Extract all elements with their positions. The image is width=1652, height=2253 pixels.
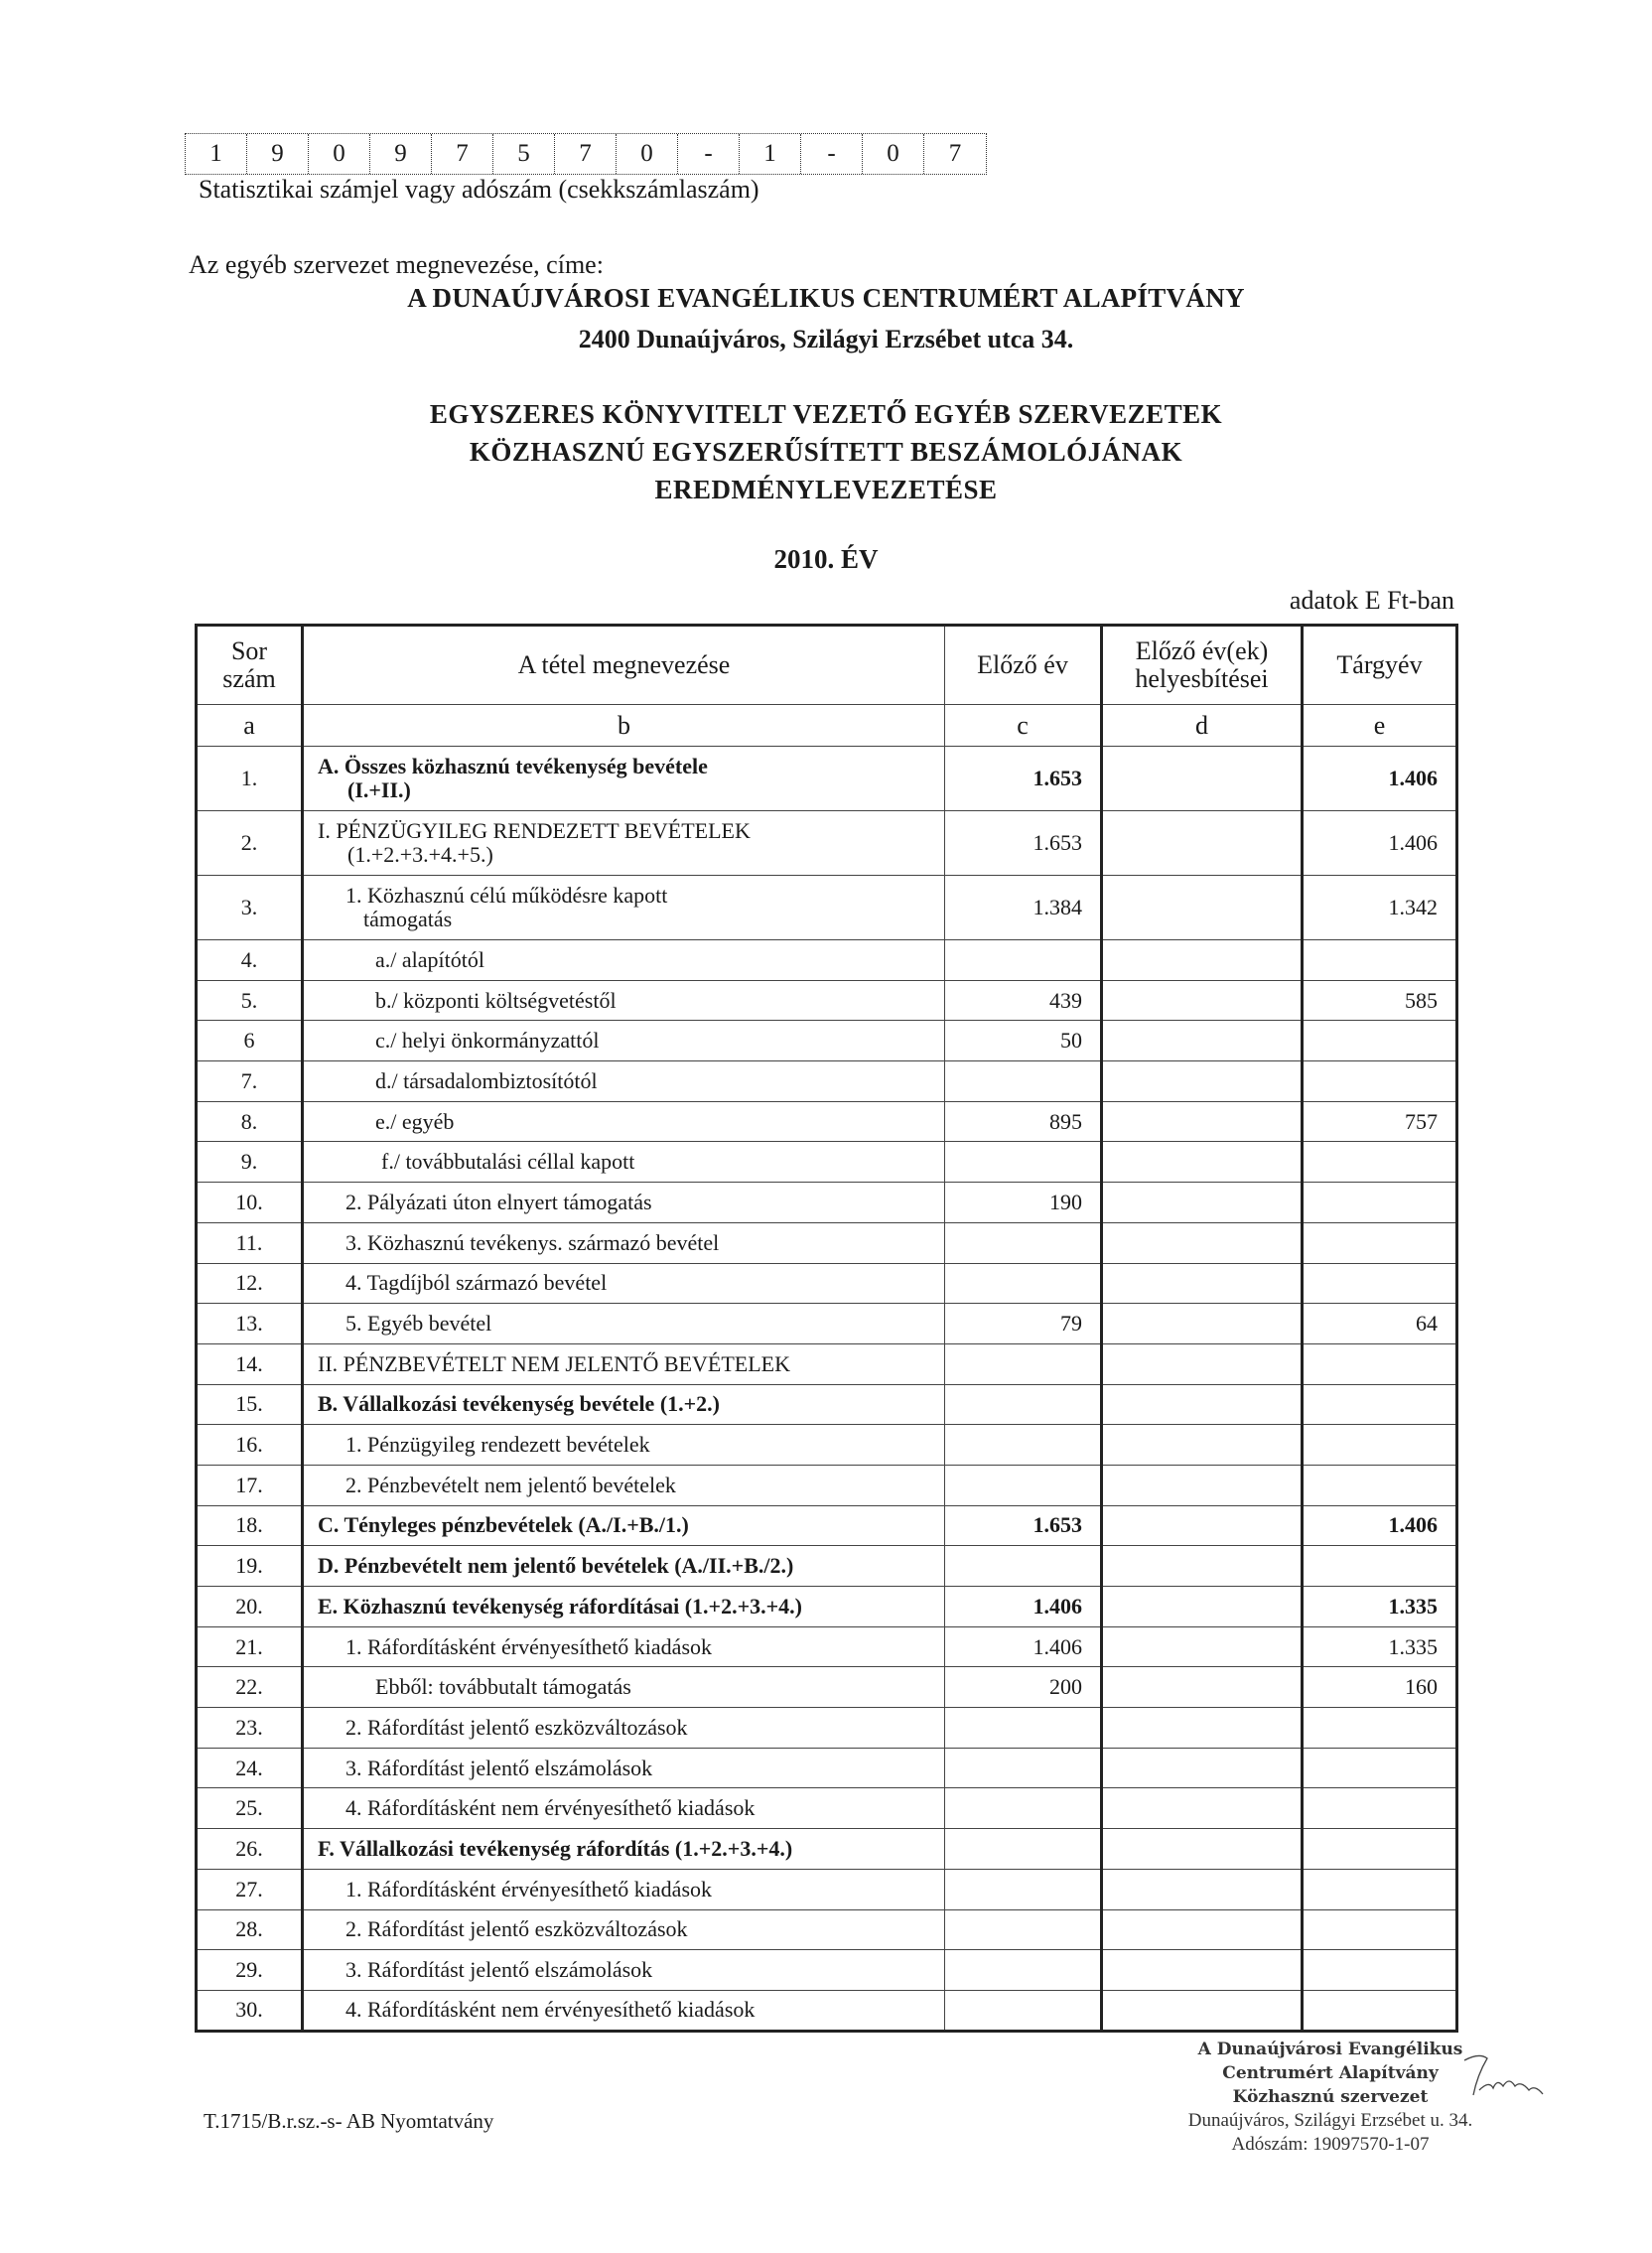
report-year: 2010. ÉV [773, 544, 879, 574]
tax-id-digit: 1 [740, 134, 801, 174]
row-number: 14. [197, 1343, 303, 1384]
table-row [197, 1384, 1457, 1425]
row-label-text: 5. Egyéb bevétel [345, 1311, 492, 1337]
correction-value [1102, 1343, 1303, 1384]
previous-year-value: 895 [945, 1101, 1102, 1142]
header-item-name: A tétel megnevezése [303, 626, 945, 705]
correction-value [1102, 1909, 1303, 1950]
table-row [197, 1021, 1457, 1061]
tax-id-digit: 1 [186, 134, 247, 174]
row-label [303, 1304, 945, 1344]
row-number: 4. [197, 940, 303, 981]
previous-year-value [945, 1142, 1102, 1183]
row-label [303, 1950, 945, 1991]
organization-name: A DUNAÚJVÁROSI EVANGÉLIKUS CENTRUMÉRT ALAPÍTVÁNY [407, 283, 1245, 313]
table-row [197, 1708, 1457, 1749]
previous-year-value: 439 [945, 980, 1102, 1021]
correction-value [1102, 1142, 1303, 1183]
correction-value [1102, 747, 1303, 811]
current-year-value: 585 [1303, 980, 1457, 1021]
current-year-value: 757 [1303, 1101, 1457, 1142]
previous-year-value [945, 1546, 1102, 1587]
row-number: 10. [197, 1183, 303, 1223]
correction-value [1102, 1546, 1303, 1587]
report-title-line: EREDMÉNYLEVEZETÉSE [654, 475, 998, 504]
column-letter: b [303, 705, 945, 747]
correction-value [1102, 1587, 1303, 1627]
row-label [303, 811, 945, 876]
row-label [303, 1788, 945, 1829]
row-label [303, 1869, 945, 1909]
correction-value [1102, 1788, 1303, 1829]
correction-value [1102, 1465, 1303, 1505]
correction-value [1102, 1384, 1303, 1425]
current-year-value [1303, 1425, 1457, 1466]
correction-value [1102, 1505, 1303, 1546]
form-code: T.1715/B.r.sz.-s- AB Nyomtatvány [204, 2109, 494, 2133]
row-label [303, 1263, 945, 1304]
row-label [303, 1142, 945, 1183]
previous-year-value [945, 1909, 1102, 1950]
income-statement-table [195, 624, 1458, 2033]
tax-id-label: Statisztikai számjel vagy adószám (csekkszámlaszám) [199, 175, 759, 204]
correction-value [1102, 876, 1303, 940]
row-label-text: B. Vállalkozási tevékenység bevétele (1.+2.) [318, 1391, 721, 1417]
header-row-number [197, 626, 303, 705]
previous-year-value [945, 940, 1102, 981]
current-year-value [1303, 1183, 1457, 1223]
table-row [197, 1788, 1457, 1829]
correction-value [1102, 1263, 1303, 1304]
correction-value [1102, 1061, 1303, 1102]
correction-value [1102, 1829, 1303, 1870]
current-year-value [1303, 940, 1457, 981]
row-label [303, 1183, 945, 1223]
row-number: 12. [197, 1263, 303, 1304]
row-label [303, 1667, 945, 1708]
row-label [303, 1384, 945, 1425]
row-label-text: c./ helyi önkormányzattól [375, 1028, 600, 1054]
tax-id-digit: 7 [555, 134, 617, 174]
row-number: 18. [197, 1505, 303, 1546]
row-label [303, 1708, 945, 1749]
current-year-value [1303, 1869, 1457, 1909]
row-label [303, 1829, 945, 1870]
row-number: 28. [197, 1909, 303, 1950]
current-year-value [1303, 1990, 1457, 2031]
previous-year-value [945, 1263, 1102, 1304]
previous-year-value: 1.406 [945, 1626, 1102, 1667]
row-label-text: (1.+2.+3.+4.+5.) [347, 842, 493, 867]
current-year-value [1303, 1829, 1457, 1870]
current-year-value: 1.406 [1303, 811, 1457, 876]
header-text: helyesbítései [1135, 664, 1269, 693]
table-row [197, 1909, 1457, 1950]
tax-id-digit: 0 [617, 134, 678, 174]
row-number: 11. [197, 1222, 303, 1263]
correction-value [1102, 1101, 1303, 1142]
table-row [197, 1546, 1457, 1587]
stamp-line: Adószám: 19097570-1-07 [1231, 2134, 1430, 2155]
current-year-value [1303, 1950, 1457, 1991]
stamp-line: Közhasznú szervezet [1232, 2087, 1429, 2107]
current-year-value [1303, 1748, 1457, 1788]
row-label-text: 1. Pénzügyileg rendezett bevételek [345, 1432, 650, 1458]
table-row [197, 1061, 1457, 1102]
tax-id-digit: 5 [493, 134, 555, 174]
current-year-value [1303, 1909, 1457, 1950]
row-number: 23. [197, 1708, 303, 1749]
row-label [303, 1101, 945, 1142]
row-label-text: D. Pénzbevételt nem jelentő bevételek (A./II.+B./2.) [318, 1553, 794, 1579]
table-row [197, 1183, 1457, 1223]
previous-year-value: 1.653 [945, 811, 1102, 876]
row-label-text: b./ központi költségvetéstől [375, 987, 617, 1013]
table-row [197, 1343, 1457, 1384]
current-year-value [1303, 1061, 1457, 1102]
table-row [197, 1869, 1457, 1909]
organization-label: Az egyéb szervezet megnevezése, címe: [189, 250, 604, 279]
row-label-text: 1. Közhasznú célú működésre kapott [345, 883, 668, 908]
row-label [303, 1748, 945, 1788]
row-number: 20. [197, 1587, 303, 1627]
report-title-line: EGYSZERES KÖNYVITELT VEZETŐ EGYÉB SZERVEZETEK [429, 399, 1223, 429]
stamp-line: Centrumért Alapítvány [1222, 2063, 1439, 2083]
table-row [197, 940, 1457, 981]
row-number: 15. [197, 1384, 303, 1425]
table-row [197, 1101, 1457, 1142]
row-label [303, 1222, 945, 1263]
current-year-value: 1.335 [1303, 1587, 1457, 1627]
tax-id-digit: 9 [370, 134, 432, 174]
current-year-value: 160 [1303, 1667, 1457, 1708]
correction-value [1102, 1748, 1303, 1788]
row-label-text: 2. Pénzbevételt nem jelentő bevételek [345, 1472, 676, 1497]
stamp-line: Dunaújváros, Szilágyi Erzsébet u. 34. [1187, 2110, 1473, 2131]
previous-year-value: 1.653 [945, 1505, 1102, 1546]
row-number: 16. [197, 1425, 303, 1466]
row-number: 24. [197, 1748, 303, 1788]
correction-value [1102, 1183, 1303, 1223]
table-row [197, 980, 1457, 1021]
stamp-line: A Dunaújvárosi Evangélikus [1197, 2040, 1463, 2059]
row-label-text: A. Összes közhasznú tevékenység bevétele [318, 754, 708, 778]
current-year-value [1303, 1708, 1457, 1749]
row-number: 6 [197, 1021, 303, 1061]
row-label-text: II. PÉNZBEVÉTELT NEM JELENTŐ BEVÉTELEK [318, 1350, 790, 1376]
previous-year-value [945, 1869, 1102, 1909]
row-label-text: 4. Ráfordításként nem érvényesíthető kiadások [345, 1795, 756, 1821]
row-label [303, 876, 945, 940]
correction-value [1102, 1626, 1303, 1667]
signature-icon [1459, 2050, 1549, 2110]
previous-year-value: 79 [945, 1304, 1102, 1344]
current-year-value [1303, 1465, 1457, 1505]
previous-year-value [945, 1748, 1102, 1788]
row-label-text: (I.+II.) [347, 777, 411, 802]
correction-value [1102, 1869, 1303, 1909]
previous-year-value [945, 1829, 1102, 1870]
header-current-year: Tárgyév [1303, 626, 1457, 705]
row-number: 9. [197, 1142, 303, 1183]
row-label-text: 2. Pályázati úton elnyert támogatás [345, 1189, 652, 1214]
row-number: 29. [197, 1950, 303, 1991]
table-row [197, 1950, 1457, 1991]
table-row [197, 1465, 1457, 1505]
column-letter: e [1303, 705, 1457, 747]
row-number: 13. [197, 1304, 303, 1344]
previous-year-value [945, 1222, 1102, 1263]
organization-address: 2400 Dunaújváros, Szilágyi Erzsébet utca 34. [578, 325, 1074, 353]
previous-year-value [945, 1708, 1102, 1749]
correction-value [1102, 1990, 1303, 2031]
row-label-text: 4. Ráfordításként nem érvényesíthető kiadások [345, 1997, 756, 2023]
row-label-text: Ebből: továbbutalt támogatás [375, 1674, 631, 1700]
column-letter: a [197, 705, 303, 747]
table-row [197, 1304, 1457, 1344]
row-number: 17. [197, 1465, 303, 1505]
table-row [197, 747, 1457, 811]
row-label-text: a./ alapítótól [375, 946, 484, 972]
header-text: Sor [230, 636, 268, 665]
table-letter-row [197, 705, 1457, 747]
current-year-value [1303, 1263, 1457, 1304]
row-label [303, 1909, 945, 1950]
row-label [303, 1061, 945, 1102]
header-previous-year: Előző év [945, 626, 1102, 705]
row-number: 21. [197, 1626, 303, 1667]
table-row [197, 1263, 1457, 1304]
table-header-row [197, 626, 1457, 705]
row-label-text: 3. Közhasznú tevékenys. származó bevétel [345, 1229, 720, 1255]
tax-id-digit: - [678, 134, 740, 174]
tax-id-digit: 7 [432, 134, 493, 174]
current-year-value: 1.406 [1303, 747, 1457, 811]
correction-value [1102, 811, 1303, 876]
correction-value [1102, 1021, 1303, 1061]
row-label-text: C. Tényleges pénzbevételek (A./I.+B./1.) [318, 1512, 689, 1538]
tax-id-digit: - [801, 134, 863, 174]
row-label-text: támogatás [363, 907, 453, 931]
header-text: Előző év(ek) [1135, 636, 1269, 665]
current-year-value: 64 [1303, 1304, 1457, 1344]
row-label-text: 2. Ráfordítást jelentő eszközváltozások [345, 1916, 688, 1942]
row-label-text: 3. Ráfordítást jelentő elszámolások [345, 1755, 653, 1780]
table-row [197, 1505, 1457, 1546]
row-label [303, 1021, 945, 1061]
row-label [303, 1587, 945, 1627]
current-year-value [1303, 1142, 1457, 1183]
previous-year-value [945, 1990, 1102, 2031]
tax-id-digit: 7 [948, 140, 962, 167]
row-label-text: 1. Ráfordításként érvényesíthető kiadások [345, 1876, 713, 1901]
table-body [197, 747, 1457, 2032]
row-label-text: 3. Ráfordítást jelentő elszámolások [345, 1957, 653, 1983]
current-year-value [1303, 1546, 1457, 1587]
table-row [197, 1829, 1457, 1870]
current-year-value: 1.406 [1303, 1505, 1457, 1546]
row-number: 27. [197, 1869, 303, 1909]
table-row [197, 1222, 1457, 1263]
current-year-value: 1.335 [1303, 1626, 1457, 1667]
row-label [303, 747, 945, 811]
header-text: szám [222, 664, 276, 693]
row-label [303, 1343, 945, 1384]
column-letter: d [1102, 705, 1303, 747]
row-label [303, 1546, 945, 1587]
previous-year-value: 200 [945, 1667, 1102, 1708]
row-number: 7. [197, 1061, 303, 1102]
row-label-text: e./ egyéb [375, 1108, 455, 1134]
table-row [197, 1748, 1457, 1788]
row-label [303, 1505, 945, 1546]
table-row [197, 1667, 1457, 1708]
previous-year-value [945, 1343, 1102, 1384]
previous-year-value: 50 [945, 1021, 1102, 1061]
table-row [197, 1587, 1457, 1627]
table-row [197, 1425, 1457, 1466]
previous-year-value [945, 1384, 1102, 1425]
correction-value [1102, 1425, 1303, 1466]
row-label [303, 1465, 945, 1505]
row-label [303, 1626, 945, 1667]
row-number: 3. [197, 876, 303, 940]
current-year-value [1303, 1021, 1457, 1061]
current-year-value: 1.342 [1303, 876, 1457, 940]
tax-id-boxes [185, 133, 987, 175]
correction-value [1102, 1304, 1303, 1344]
row-label-text: d./ társadalombiztosítótól [375, 1067, 598, 1093]
row-number: 22. [197, 1667, 303, 1708]
row-number: 5. [197, 980, 303, 1021]
current-year-value [1303, 1384, 1457, 1425]
previous-year-value [945, 1061, 1102, 1102]
table-row [197, 1990, 1457, 2031]
correction-value [1102, 1667, 1303, 1708]
table-row [197, 876, 1457, 940]
report-title [0, 395, 1652, 508]
row-label-text: 4. Tagdíjból származó bevétel [345, 1270, 608, 1296]
previous-year-value [945, 1788, 1102, 1829]
row-number: 30. [197, 1990, 303, 2031]
row-number: 19. [197, 1546, 303, 1587]
tax-id-digit: 9 [247, 134, 309, 174]
previous-year-value [945, 1950, 1102, 1991]
row-number: 2. [197, 811, 303, 876]
row-label [303, 1425, 945, 1466]
row-label [303, 940, 945, 981]
current-year-value [1303, 1222, 1457, 1263]
column-letter: c [945, 705, 1102, 747]
report-title-line: KÖZHASZNÚ EGYSZERŰSÍTETT BESZÁMOLÓJÁNAK [469, 437, 1183, 467]
tax-id-digit: 0 [863, 134, 924, 174]
current-year-value [1303, 1788, 1457, 1829]
correction-value [1102, 940, 1303, 981]
previous-year-value: 1.406 [945, 1587, 1102, 1627]
row-number: 8. [197, 1101, 303, 1142]
row-label-text: 2. Ráfordítást jelentő eszközváltozások [345, 1714, 688, 1740]
row-label-text: E. Közhasznú tevékenység ráfordításai (1.+2.+3.+4.) [318, 1593, 802, 1619]
row-label [303, 980, 945, 1021]
table-row [197, 1626, 1457, 1667]
row-label-text: 1. Ráfordításként érvényesíthető kiadások [345, 1633, 713, 1659]
previous-year-value [945, 1425, 1102, 1466]
row-number: 1. [197, 747, 303, 811]
row-number: 26. [197, 1829, 303, 1870]
table-row [197, 811, 1457, 876]
correction-value [1102, 980, 1303, 1021]
previous-year-value: 190 [945, 1183, 1102, 1223]
correction-value [1102, 1222, 1303, 1263]
previous-year-value [945, 1465, 1102, 1505]
row-label-text: I. PÉNZÜGYILEG RENDEZETT BEVÉTELEK [318, 818, 751, 843]
previous-year-value: 1.653 [945, 747, 1102, 811]
correction-value [1102, 1950, 1303, 1991]
correction-value [1102, 1708, 1303, 1749]
tax-id-digit: 0 [309, 134, 370, 174]
row-label-text: f./ továbbutalási céllal kapott [381, 1149, 635, 1175]
table-row [197, 1142, 1457, 1183]
row-number: 25. [197, 1788, 303, 1829]
previous-year-value: 1.384 [945, 876, 1102, 940]
row-label [303, 1990, 945, 2031]
unit-note: adatok E Ft-ban [1289, 586, 1454, 615]
current-year-value [1303, 1343, 1457, 1384]
row-label-text: F. Vállalkozási tevékenység ráfordítás (1.+2.+3.+4.) [318, 1835, 793, 1861]
header-corrections [1102, 626, 1303, 705]
